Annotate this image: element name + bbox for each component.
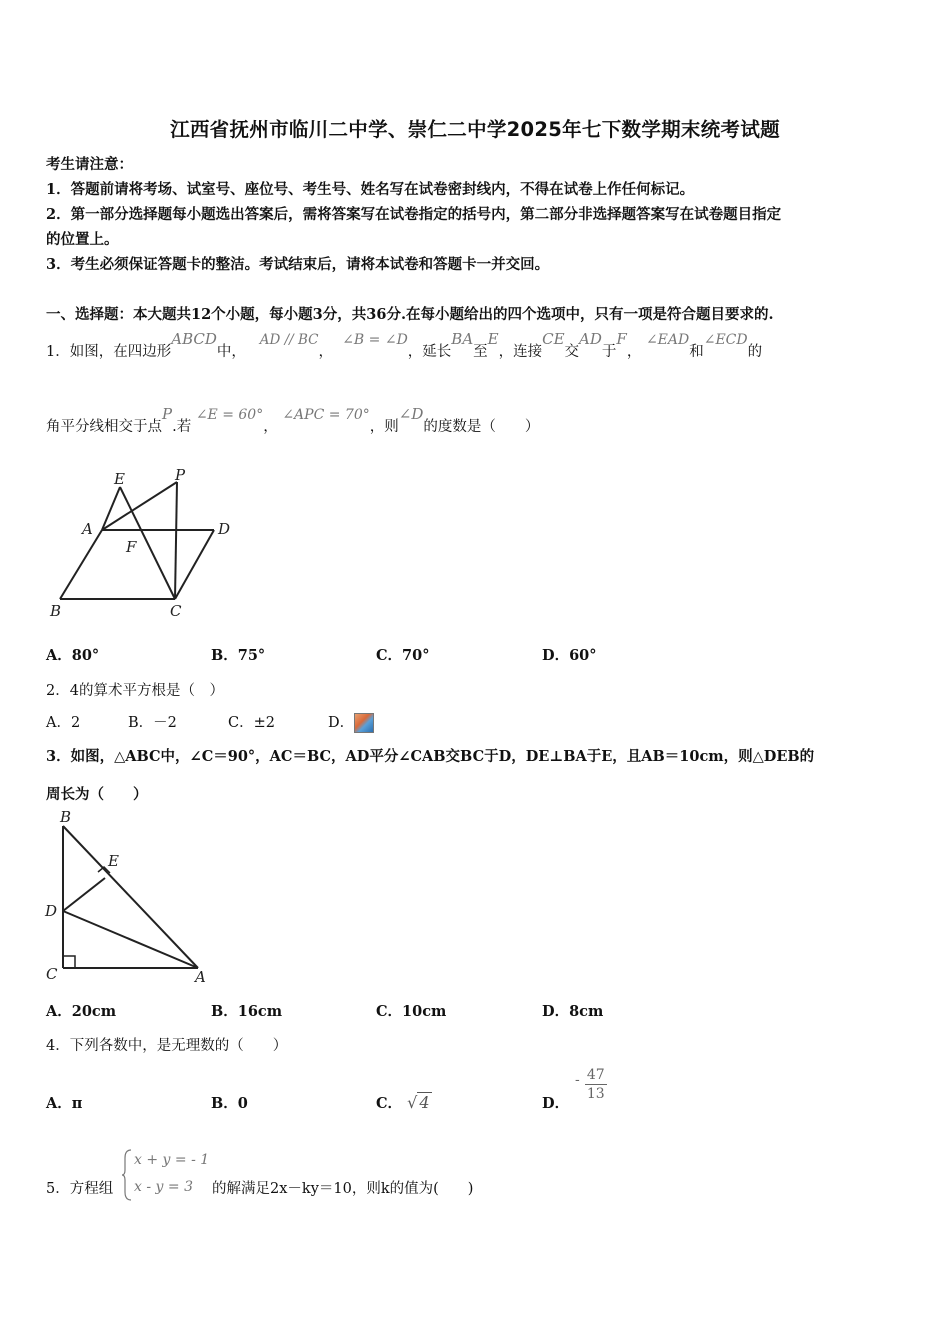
q3-label-d: D (45, 902, 58, 920)
q1-seg-pc (175, 482, 177, 599)
q1-label-b: B (50, 602, 62, 620)
q3-right-angle-c (63, 956, 75, 968)
q1-option-c[interactable]: C．70° (376, 647, 430, 664)
q3-seg-ba (63, 826, 198, 968)
q3-option-a[interactable]: A．20cm (46, 1003, 117, 1020)
q3-option-d[interactable]: D．8cm (542, 1003, 604, 1020)
q1-option-d[interactable]: D．60° (542, 647, 597, 664)
q1-option-b[interactable]: B．75° (211, 647, 266, 664)
sqrt-symbol: √ 4 (407, 1093, 430, 1112)
q2-option-d[interactable]: D． (328, 711, 374, 733)
section-1-heading: 一、选择题：本大题共12个小题，每小题3分，共36分.在每小题给出的四个选项中，只有一项是符合题目要求的. (46, 306, 774, 323)
q4-stem: 4．下列各数中，是无理数的（ ） (46, 1038, 288, 1054)
q1-label-c: C (170, 602, 182, 620)
q3-line-2: 周长为（ ） (46, 786, 148, 803)
notice-line-2: 2．第一部分选择题每小题选出答案后，需将答案写在试卷指定的括号内，第二部分非选择题答案写在试卷题目指定 (46, 206, 782, 223)
q4-option-d-label[interactable]: D． (542, 1095, 570, 1112)
q1-label-a: A (82, 520, 93, 538)
q5-prefix: 5．方程组 (46, 1181, 114, 1197)
q1-label-e: E (114, 470, 125, 488)
q1-seg-ap (102, 482, 177, 530)
notice-line-1: 1．答题前请将考场、试室号、座位号、考生号、姓名写在试卷密封线内，不得在试卷上作任何标记。 (46, 181, 695, 198)
q1-seg-ba (60, 530, 102, 599)
q2-option-c[interactable]: C．±2 (228, 715, 275, 731)
q3-label-a: A (195, 968, 206, 986)
q1-label-p: P (175, 466, 186, 484)
q3-label-c: C (46, 965, 58, 983)
q5-equation-2: x - y = 3 (134, 1179, 193, 1195)
q1-label-f: F (126, 538, 137, 556)
q1-label-d: D (218, 520, 231, 538)
q3-option-c[interactable]: C．10cm (376, 1003, 447, 1020)
page-title: 江西省抚州市临川二中学、崇仁二中学2025年七下数学期末统考试题 (170, 118, 780, 141)
q3-seg-de (63, 878, 105, 911)
q2-option-b[interactable]: B．－2 (128, 715, 177, 731)
q4-option-b[interactable]: B．0 (211, 1095, 248, 1112)
q1-figure (40, 462, 250, 622)
q1-option-a[interactable]: A．80° (46, 647, 100, 664)
q4-option-c[interactable]: C． √ 4 (376, 1093, 430, 1112)
q1-seg-cd (175, 530, 214, 599)
q3-label-b: B (60, 808, 72, 826)
notice-line-4: 3．考生必须保证答题卡的整洁。考试结束后，请将本试卷和答题卡一并交回。 (46, 256, 550, 273)
q1-line-2: 角平分线相交于点P.若 ∠E = 60°， ∠APC = 70°，则∠D的度数是（ ） (46, 405, 540, 435)
q3-label-e: E (108, 852, 119, 870)
q4-option-d-value: - $\frac{47}{13}$ (575, 1067, 605, 1102)
notice-line-3: 的位置上。 (46, 231, 119, 248)
q3-seg-da (63, 911, 198, 968)
q5-equation-1: x + y = - 1 (134, 1152, 210, 1168)
q5-rest: 的解满足2x－ky＝10，则k的值为( ) (212, 1181, 474, 1197)
broken-image-icon (354, 713, 374, 733)
q3-option-b[interactable]: B．16cm (211, 1003, 283, 1020)
q2-option-a[interactable]: A．2 (46, 715, 81, 731)
q1-line-1: 1．如图，在四边形ABCD中， AD // BC， ∠B = ∠D，延长BA至E，连接CE交AD于F， ∠EAD和∠ECD的 (46, 330, 763, 360)
q2-stem: 2．4的算术平方根是（ ） (46, 683, 224, 699)
q3-line-1: 3．如图，△ABC中，∠C＝90°，AC＝BC，AD平分∠CAB交BC于D，DE⊥BA于E，且AB＝10cm，则△DEB的 (46, 748, 815, 765)
q4-option-a[interactable]: A．π (46, 1095, 83, 1112)
notice-heading: 考生请注意： (46, 156, 133, 173)
q3-figure (40, 806, 220, 986)
q5-brace (122, 1148, 132, 1202)
